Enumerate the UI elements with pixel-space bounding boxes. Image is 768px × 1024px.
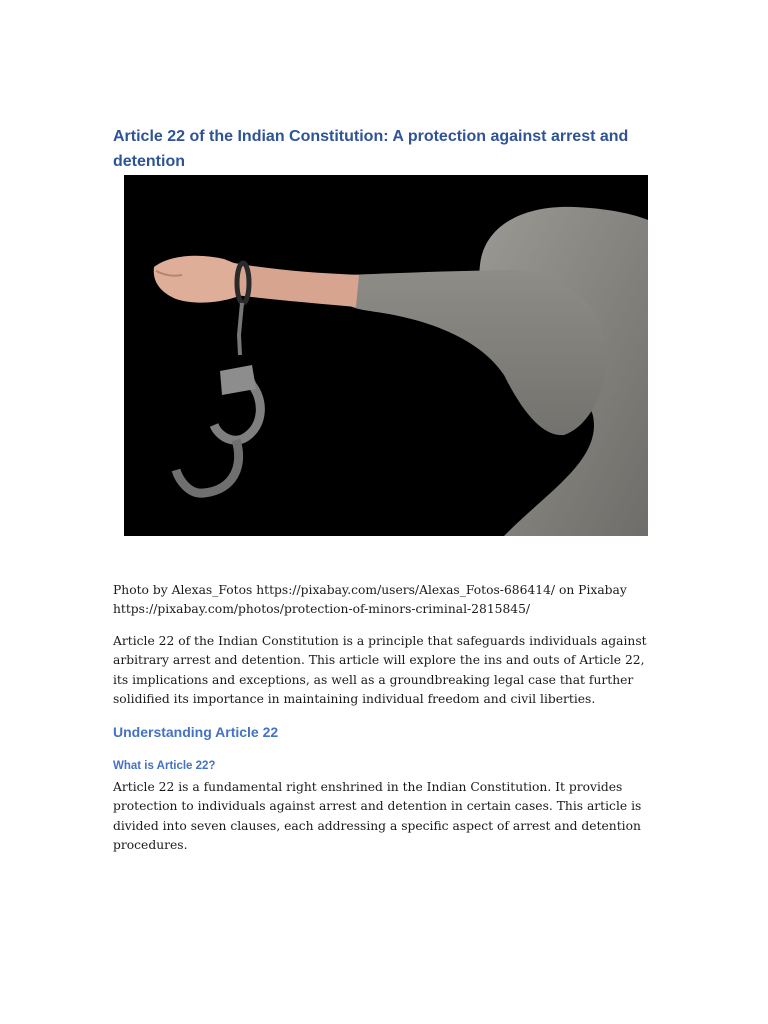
subsection-heading: What is Article 22? [113,760,216,772]
photo-credit [113,581,658,620]
document-title: Article 22 of the Indian Constitution: A protection against arrest and detention [113,128,629,170]
photo-credit-line-1: Photo by Alexas_Fotos https://pixabay.com/users/Alexas_Fotos-686414/ on Pixabay [113,583,627,597]
intro-paragraph: Article 22 of the Indian Constitution is a principle that safeguards individuals against arbitrary arrest and detention. This article will explore the ins and outs of Article 22, its implications and exceptions, as well as a groundbreaking legal case that further solidified its importance in maintaining individual freedom and civil liberties. [113,634,647,706]
subsection-paragraph: Article 22 is a fundamental right enshrined in the Indian Constitution. It provides protection to individuals against arrest and detention in certain cases. This article is divided into seven clauses, each addressing a specific aspect of arrest and detention procedures. [113,780,642,852]
handcuffed-arm-photo [124,175,648,536]
photo-credit-line-2: https://pixabay.com/photos/protection-of-minors-criminal-2815845/ [113,602,531,617]
handcuff-illustration [124,175,648,536]
section-heading: Understanding Article 22 [113,724,279,740]
